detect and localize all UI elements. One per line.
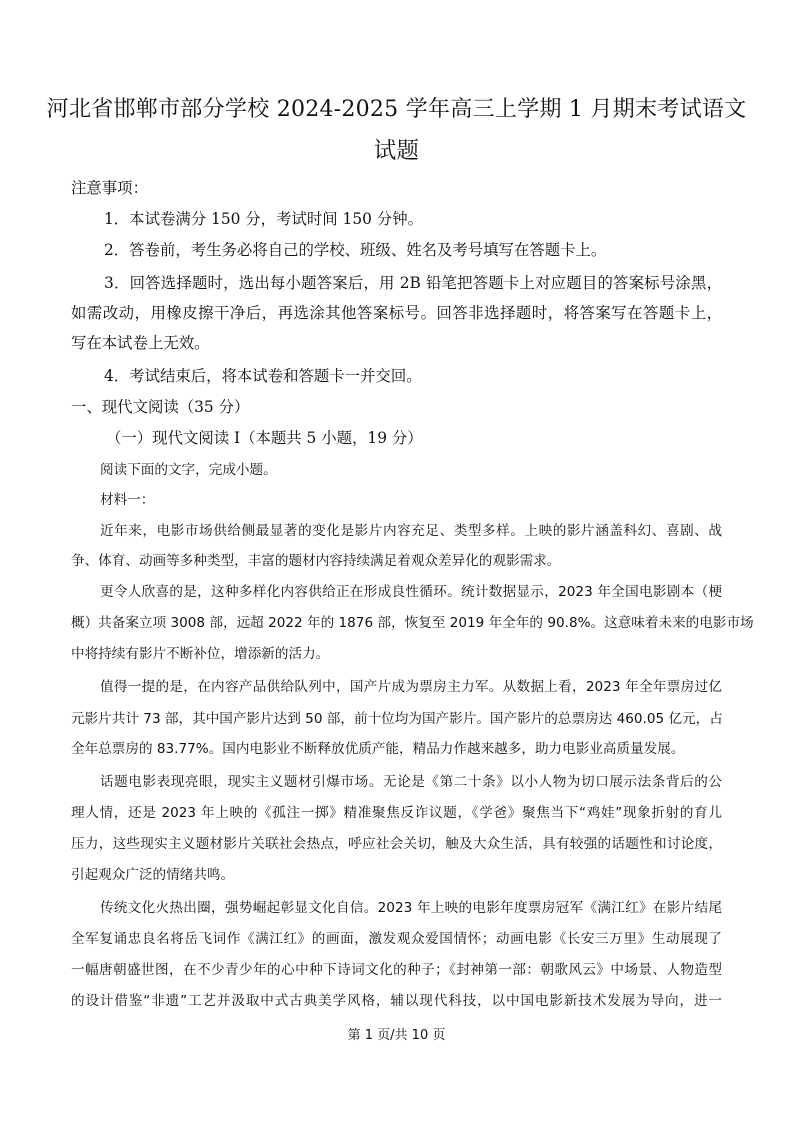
notice-item-3-line-1: 3．回答选择题时，选出每小题答案后，用 2B 铅笔把答题卡上对应题目的答案标号涂黑， [104, 274, 722, 292]
notice-item-3-line-2: 如需改动，用橡皮擦干净后，再选涂其他答案标号。回答非选择题时，将答案写在答题卡上， [71, 304, 722, 322]
document-title: 河北省邯郸市部分学校 2024-2025 学年高三上学期 1 月期末考试语文 [46, 96, 747, 122]
paragraph-5-line-4: 的设计借鉴“非遗”工艺并汲取中式古典美学风格，辅以现代科技，以中国电影新技术发展为导向，进一 [71, 993, 722, 1009]
paragraph-5-line-2: 全军复诵忠良名将岳飞词作《满江红》的画面，激发观众爱国情怀；动画电影《长安三万里》生动展现了 [71, 931, 722, 947]
paragraph-4-line-1: 话题电影表现亮眼，现实主义题材引爆市场。无论是《第二十条》以小人物为切口展示法条背后的公 [100, 774, 722, 790]
notice-item-2: 2．答卷前，考生务必将自己的学校、班级、姓名及考号填写在答题卡上。 [104, 241, 607, 259]
paragraph-1-line-2: 争、体育、动画等多种类型，丰富的题材内容持续满足着观众差异化的观影需求。 [71, 553, 561, 569]
material-label: 材料一： [100, 492, 155, 508]
paragraph-3-line-2: 元影片共计 73 部，其中国产影片达到 50 部，前十位均为国产影片。国产影片的总票房达 460.05 亿元，占 [71, 711, 723, 727]
notice-item-4: 4．考试结束后，将本试卷和答题卡一并交回。 [104, 367, 422, 385]
section-heading: 一、现代文阅读（35 分） [71, 398, 250, 416]
paragraph-3-line-1: 值得一提的是，在内容产品供给队列中，国产片成为票房主力军。从数据上看，2023 年全年票房过亿 [100, 679, 722, 695]
paragraph-2-line-3: 中将持续有影片不断补位，增添新的活力。 [71, 646, 330, 662]
document-title-continued: 试题 [373, 138, 420, 164]
paragraph-2-line-1: 更令人欣喜的是，这种多样化内容供给正在形成良性循环。统计数据显示，2023 年全国电影剧本（梗 [100, 584, 722, 600]
paragraph-4-line-3: 压力，这些现实主义题材影片关联社会热点，呼应社会关切，触及大众生活，具有较强的话题性和讨论度， [71, 836, 722, 852]
page-number: 第 1 页/共 10 页 [347, 1028, 446, 1043]
paragraph-5-line-3: 一幅唐朝盛世图，在不少青少年的心中种下诗词文化的种子；《封神第一部：朝歌风云》中场景、人物造型 [71, 962, 722, 978]
paragraph-4-line-2: 理人情，还是 2023 年上映的《孤注一掷》精准聚焦反诈议题，《学爸》聚焦当下“鸡娃”现象折射的育儿 [71, 805, 722, 821]
subsection-heading: （一）现代文阅读 I（本题共 5 小题，19 分） [106, 429, 423, 447]
paragraph-5-line-1: 传统文化火热出圈，强势崛起彰显文化自信。2023 年上映的电影年度票房冠军《满江红》在影片结尾 [100, 900, 722, 916]
notice-item-3-line-3: 写在本试卷上无效。 [71, 334, 210, 352]
paragraph-3-line-3: 全年总票房的 83.77%。国内电影业不断释放优质产能，精品力作越来越多，助力电影业高质量发展。 [71, 741, 685, 757]
notice-heading: 注意事项： [71, 179, 148, 197]
reading-instruction: 阅读下面的文字，完成小题。 [100, 462, 277, 478]
notice-item-1: 1．本试卷满分 150 分，考试时间 150 分钟。 [104, 210, 423, 228]
paragraph-4-line-4: 引起观众广泛的情绪共鸣。 [71, 867, 235, 883]
paragraph-1-line-1: 近年来，电影市场供给侧最显著的变化是影片内容充足、类型多样。上映的影片涵盖科幻、喜剧、战 [100, 523, 722, 539]
paragraph-2-line-2: 概）共备案立项 3008 部，远超 2022 年的 1876 部，恢复至 2019 年全年的 90.8%。这意味着未来的电影市场 [71, 615, 754, 631]
